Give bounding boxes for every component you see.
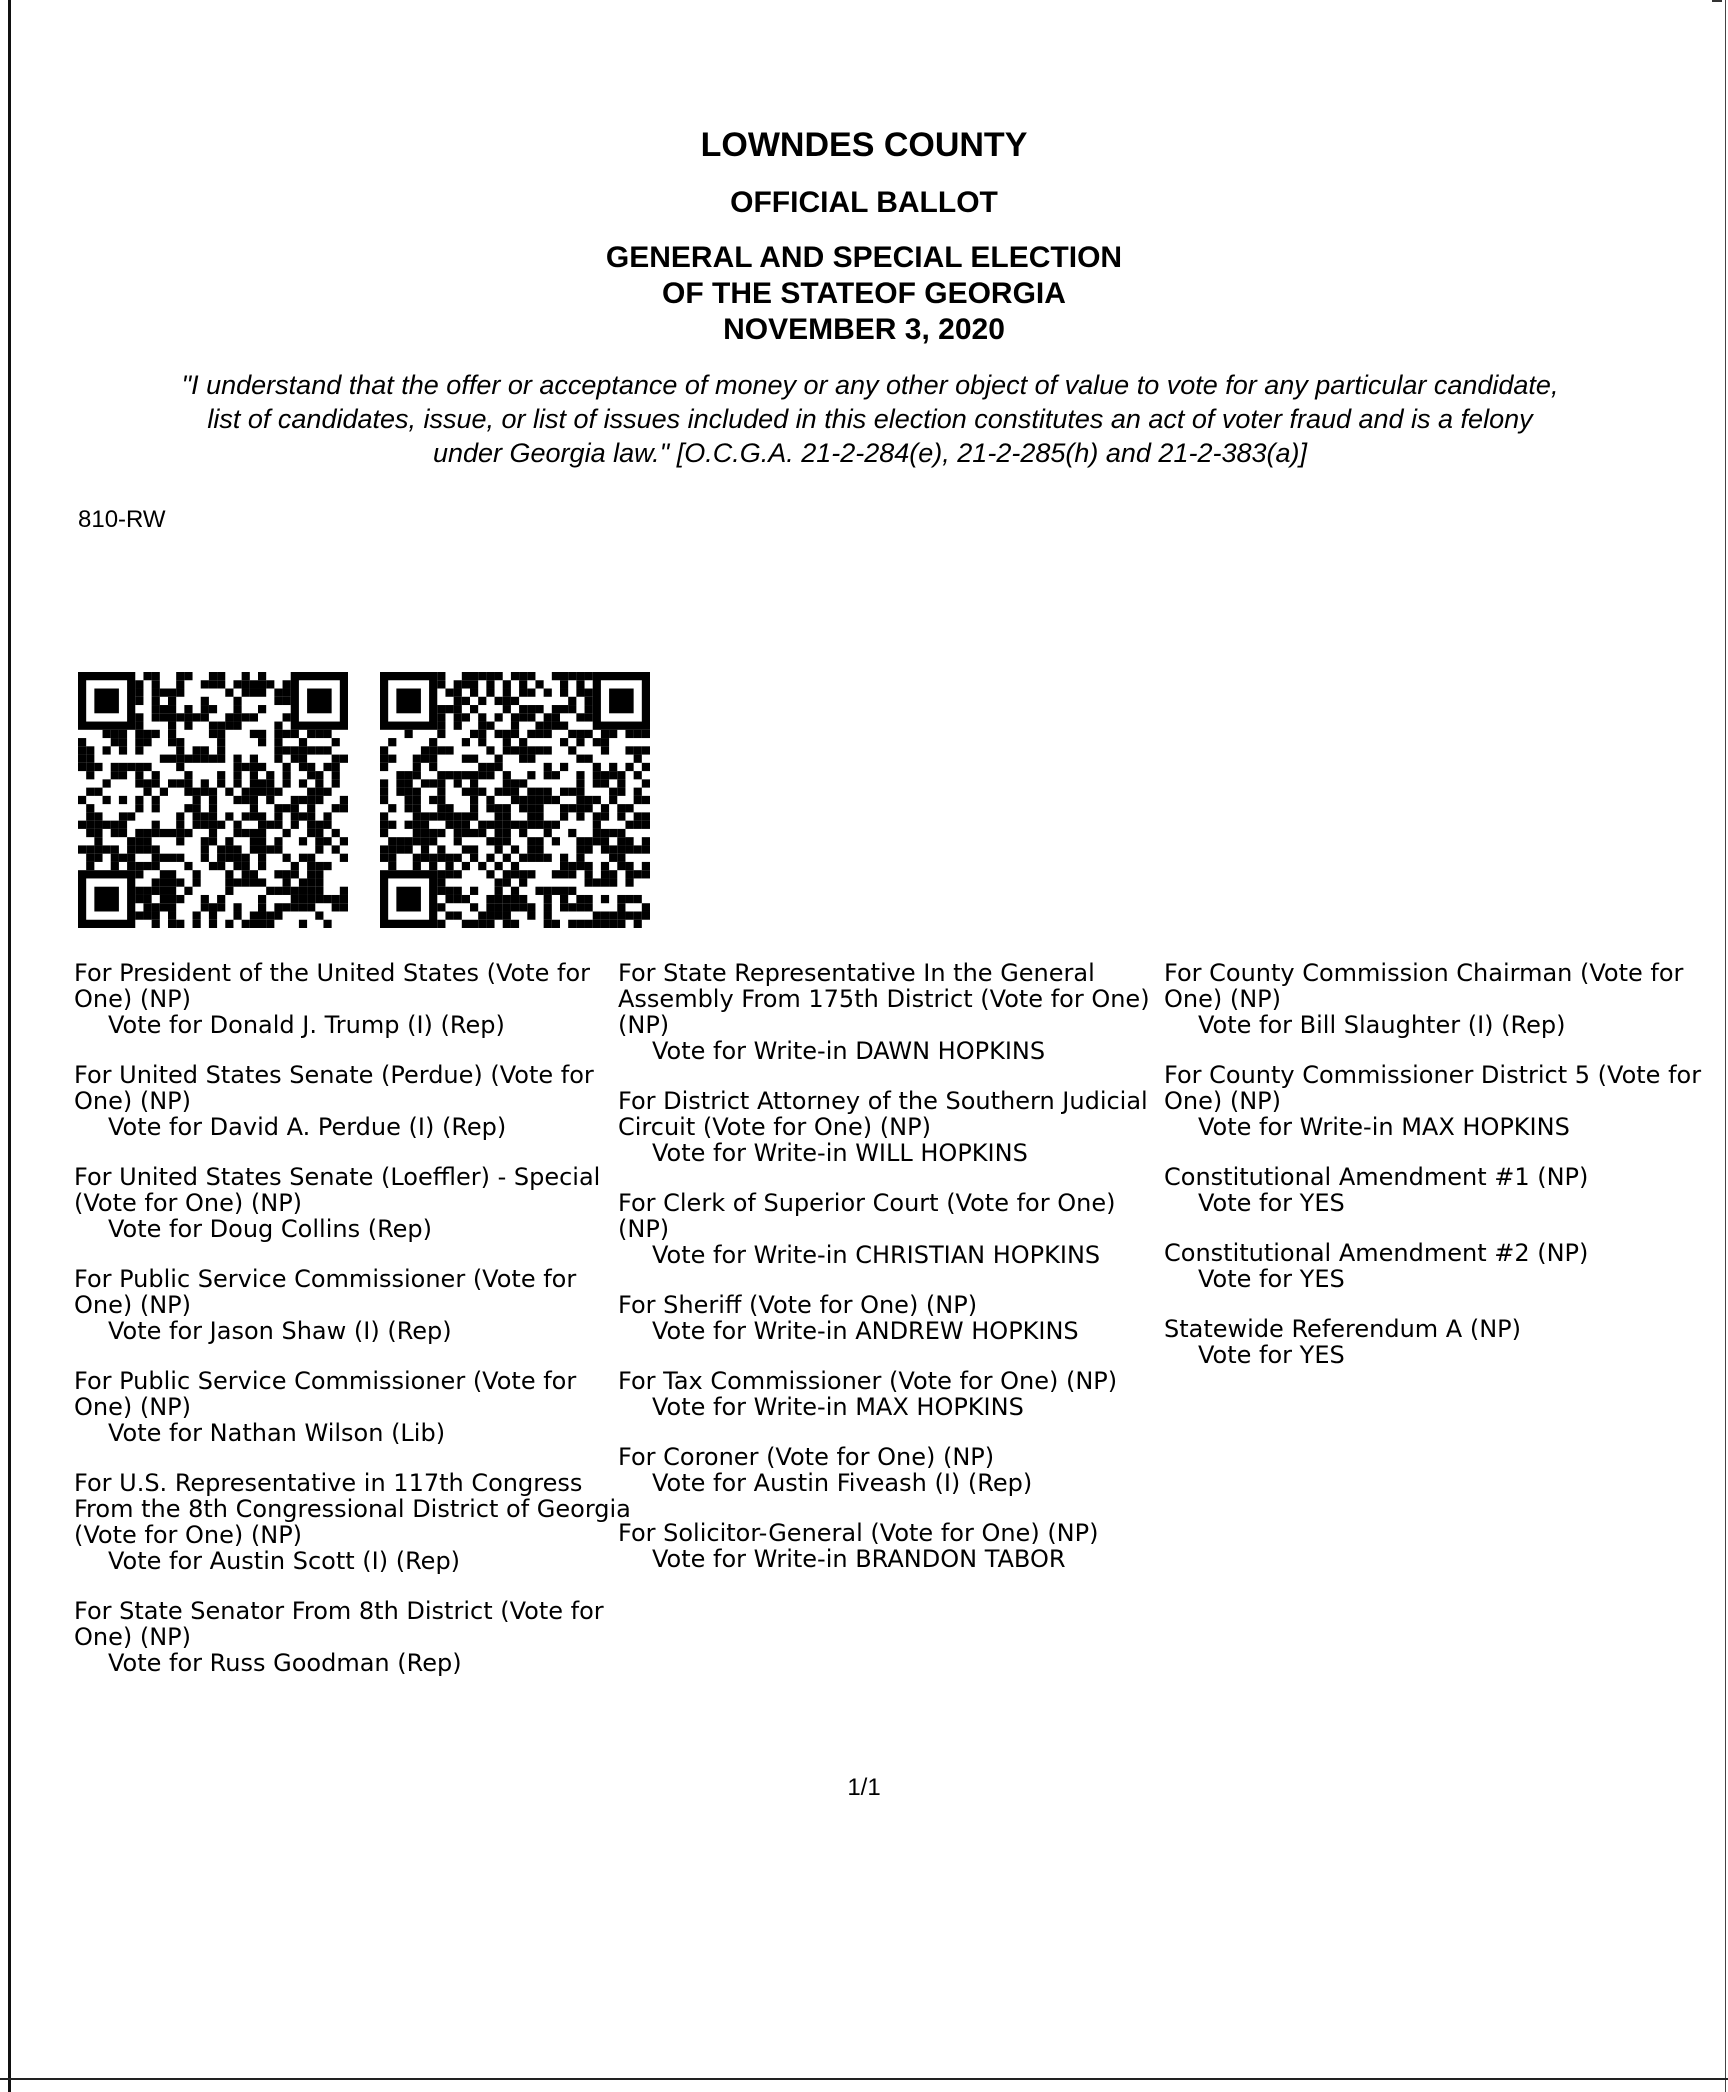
contest-selection: Vote for Write-in CHRISTIAN HOPKINS — [652, 1241, 1101, 1269]
oath-line-3: under Georgia law." [O.C.G.A. 21-2-284(e), 21-2-285(h) and 21-2-383(a)] — [432, 438, 1308, 468]
contest-column-3 — [1164, 960, 1714, 1392]
qr-code-icon — [78, 672, 348, 928]
election-title — [0, 240, 1728, 348]
contest-selection: Vote for Nathan Wilson (Lib) — [108, 1419, 446, 1447]
contest-title: For United States Senate (Perdue) (Vote for One) (NP) — [74, 1061, 594, 1115]
contest-selection: Vote for YES — [1198, 1341, 1345, 1369]
contest-entry — [1164, 1240, 1714, 1292]
contest-column-2 — [618, 960, 1158, 1596]
county-title: LOWNDES COUNTY — [700, 126, 1028, 164]
contest-title: For United States Senate (Loeffler) - Special (Vote for One) (NP) — [74, 1163, 601, 1217]
contest-title: For Public Service Commissioner (Vote for One) (NP) — [74, 1265, 577, 1319]
contest-selection: Vote for Write-in MAX HOPKINS — [1198, 1113, 1570, 1141]
oath-line-2: list of candidates, issue, or list of issues included in this election constitutes an act of voter fraud and is a felony — [207, 404, 1533, 434]
contest-entry — [618, 1292, 1158, 1344]
contest-selection: Vote for David A. Perdue (I) (Rep) — [108, 1113, 507, 1141]
contest-title: Constitutional Amendment #1 (NP) — [1164, 1163, 1589, 1191]
page-number: 1/1 — [847, 1774, 881, 1801]
contest-selection: Vote for Write-in DAWN HOPKINS — [652, 1037, 1046, 1065]
contest-entry — [74, 1062, 634, 1140]
contest-title: For Solicitor-General (Vote for One) (NP) — [618, 1519, 1099, 1547]
contest-title: Statewide Referendum A (NP) — [1164, 1315, 1521, 1343]
oath-line-1: "I understand that the offer or acceptance of money or any other object of value to vote for any particular candidate, — [181, 370, 1559, 400]
contest-title: For U.S. Representative in 117th Congress From the 8th Congressional District of Georgia (Vote for One) (NP) — [74, 1469, 631, 1549]
contest-title: Constitutional Amendment #2 (NP) — [1164, 1239, 1589, 1267]
contest-title: For Tax Commissioner (Vote for One) (NP) — [618, 1367, 1118, 1395]
contest-selection: Vote for Write-in BRANDON TABOR — [652, 1545, 1066, 1573]
contest-title: For County Commissioner District 5 (Vote for One) (NP) — [1164, 1061, 1702, 1115]
contest-title: For State Representative In the General Assembly From 175th District (Vote for One) (NP) — [618, 959, 1150, 1039]
contest-entry — [618, 1088, 1158, 1166]
bottom-border — [0, 2078, 1728, 2080]
contest-title: For State Senator From 8th District (Vote for One) (NP) — [74, 1597, 604, 1651]
contest-entry — [1164, 960, 1714, 1038]
contest-entry — [618, 960, 1158, 1064]
contest-entry — [618, 1444, 1158, 1496]
contest-selection: Vote for Doug Collins (Rep) — [108, 1215, 433, 1243]
contest-selection: Vote for Austin Scott (I) (Rep) — [108, 1547, 461, 1575]
contest-entry — [74, 1266, 634, 1344]
contest-selection: Vote for YES — [1198, 1265, 1345, 1293]
contest-entry — [1164, 1316, 1714, 1368]
contest-entry — [1164, 1062, 1714, 1140]
contest-selection: Vote for Write-in ANDREW HOPKINS — [652, 1317, 1079, 1345]
contest-selection: Vote for Bill Slaughter (I) (Rep) — [1198, 1011, 1566, 1039]
contest-entry — [74, 960, 634, 1038]
contest-entry — [74, 1598, 634, 1676]
contest-title: For Sheriff (Vote for One) (NP) — [618, 1291, 978, 1319]
contest-entry — [74, 1164, 634, 1242]
contest-selection: Vote for YES — [1198, 1189, 1345, 1217]
corner-mark — [1712, 0, 1722, 8]
contest-title: For Coroner (Vote for One) (NP) — [618, 1443, 995, 1471]
contest-entry — [74, 1470, 634, 1574]
election-line-2: OF THE STATEOF GEORGIA — [662, 277, 1066, 310]
contest-column-1 — [74, 960, 634, 1700]
contest-selection: Vote for Russ Goodman (Rep) — [108, 1649, 462, 1677]
contest-title: For District Attorney of the Southern Judicial Circuit (Vote for One) (NP) — [618, 1087, 1148, 1141]
contest-title: For Clerk of Superior Court (Vote for One) (NP) — [618, 1189, 1116, 1243]
contest-selection: Vote for Write-in MAX HOPKINS — [652, 1393, 1024, 1421]
election-line-1: GENERAL AND SPECIAL ELECTION — [605, 241, 1123, 274]
ballot-type-title: OFFICIAL BALLOT — [730, 186, 998, 219]
contest-selection: Vote for Write-in WILL HOPKINS — [652, 1139, 1028, 1167]
qr-code-icon — [380, 672, 650, 928]
contest-entry — [1164, 1164, 1714, 1216]
voter-oath — [60, 368, 1680, 470]
election-date: NOVEMBER 3, 2020 — [723, 313, 1005, 346]
ballot-style-id: 810-RW — [78, 506, 166, 533]
contest-title: For County Commission Chairman (Vote for One) (NP) — [1164, 959, 1684, 1013]
contest-entry — [618, 1368, 1158, 1420]
contest-title: For Public Service Commissioner (Vote for One) (NP) — [74, 1367, 577, 1421]
contest-entry — [618, 1520, 1158, 1572]
contest-title: For President of the United States (Vote for One) (NP) — [74, 959, 591, 1013]
contest-selection: Vote for Donald J. Trump (I) (Rep) — [108, 1011, 505, 1039]
contest-selection: Vote for Jason Shaw (I) (Rep) — [108, 1317, 452, 1345]
contest-entry — [74, 1368, 634, 1446]
contest-selection: Vote for Austin Fiveash (I) (Rep) — [652, 1469, 1033, 1497]
contest-entry — [618, 1190, 1158, 1268]
